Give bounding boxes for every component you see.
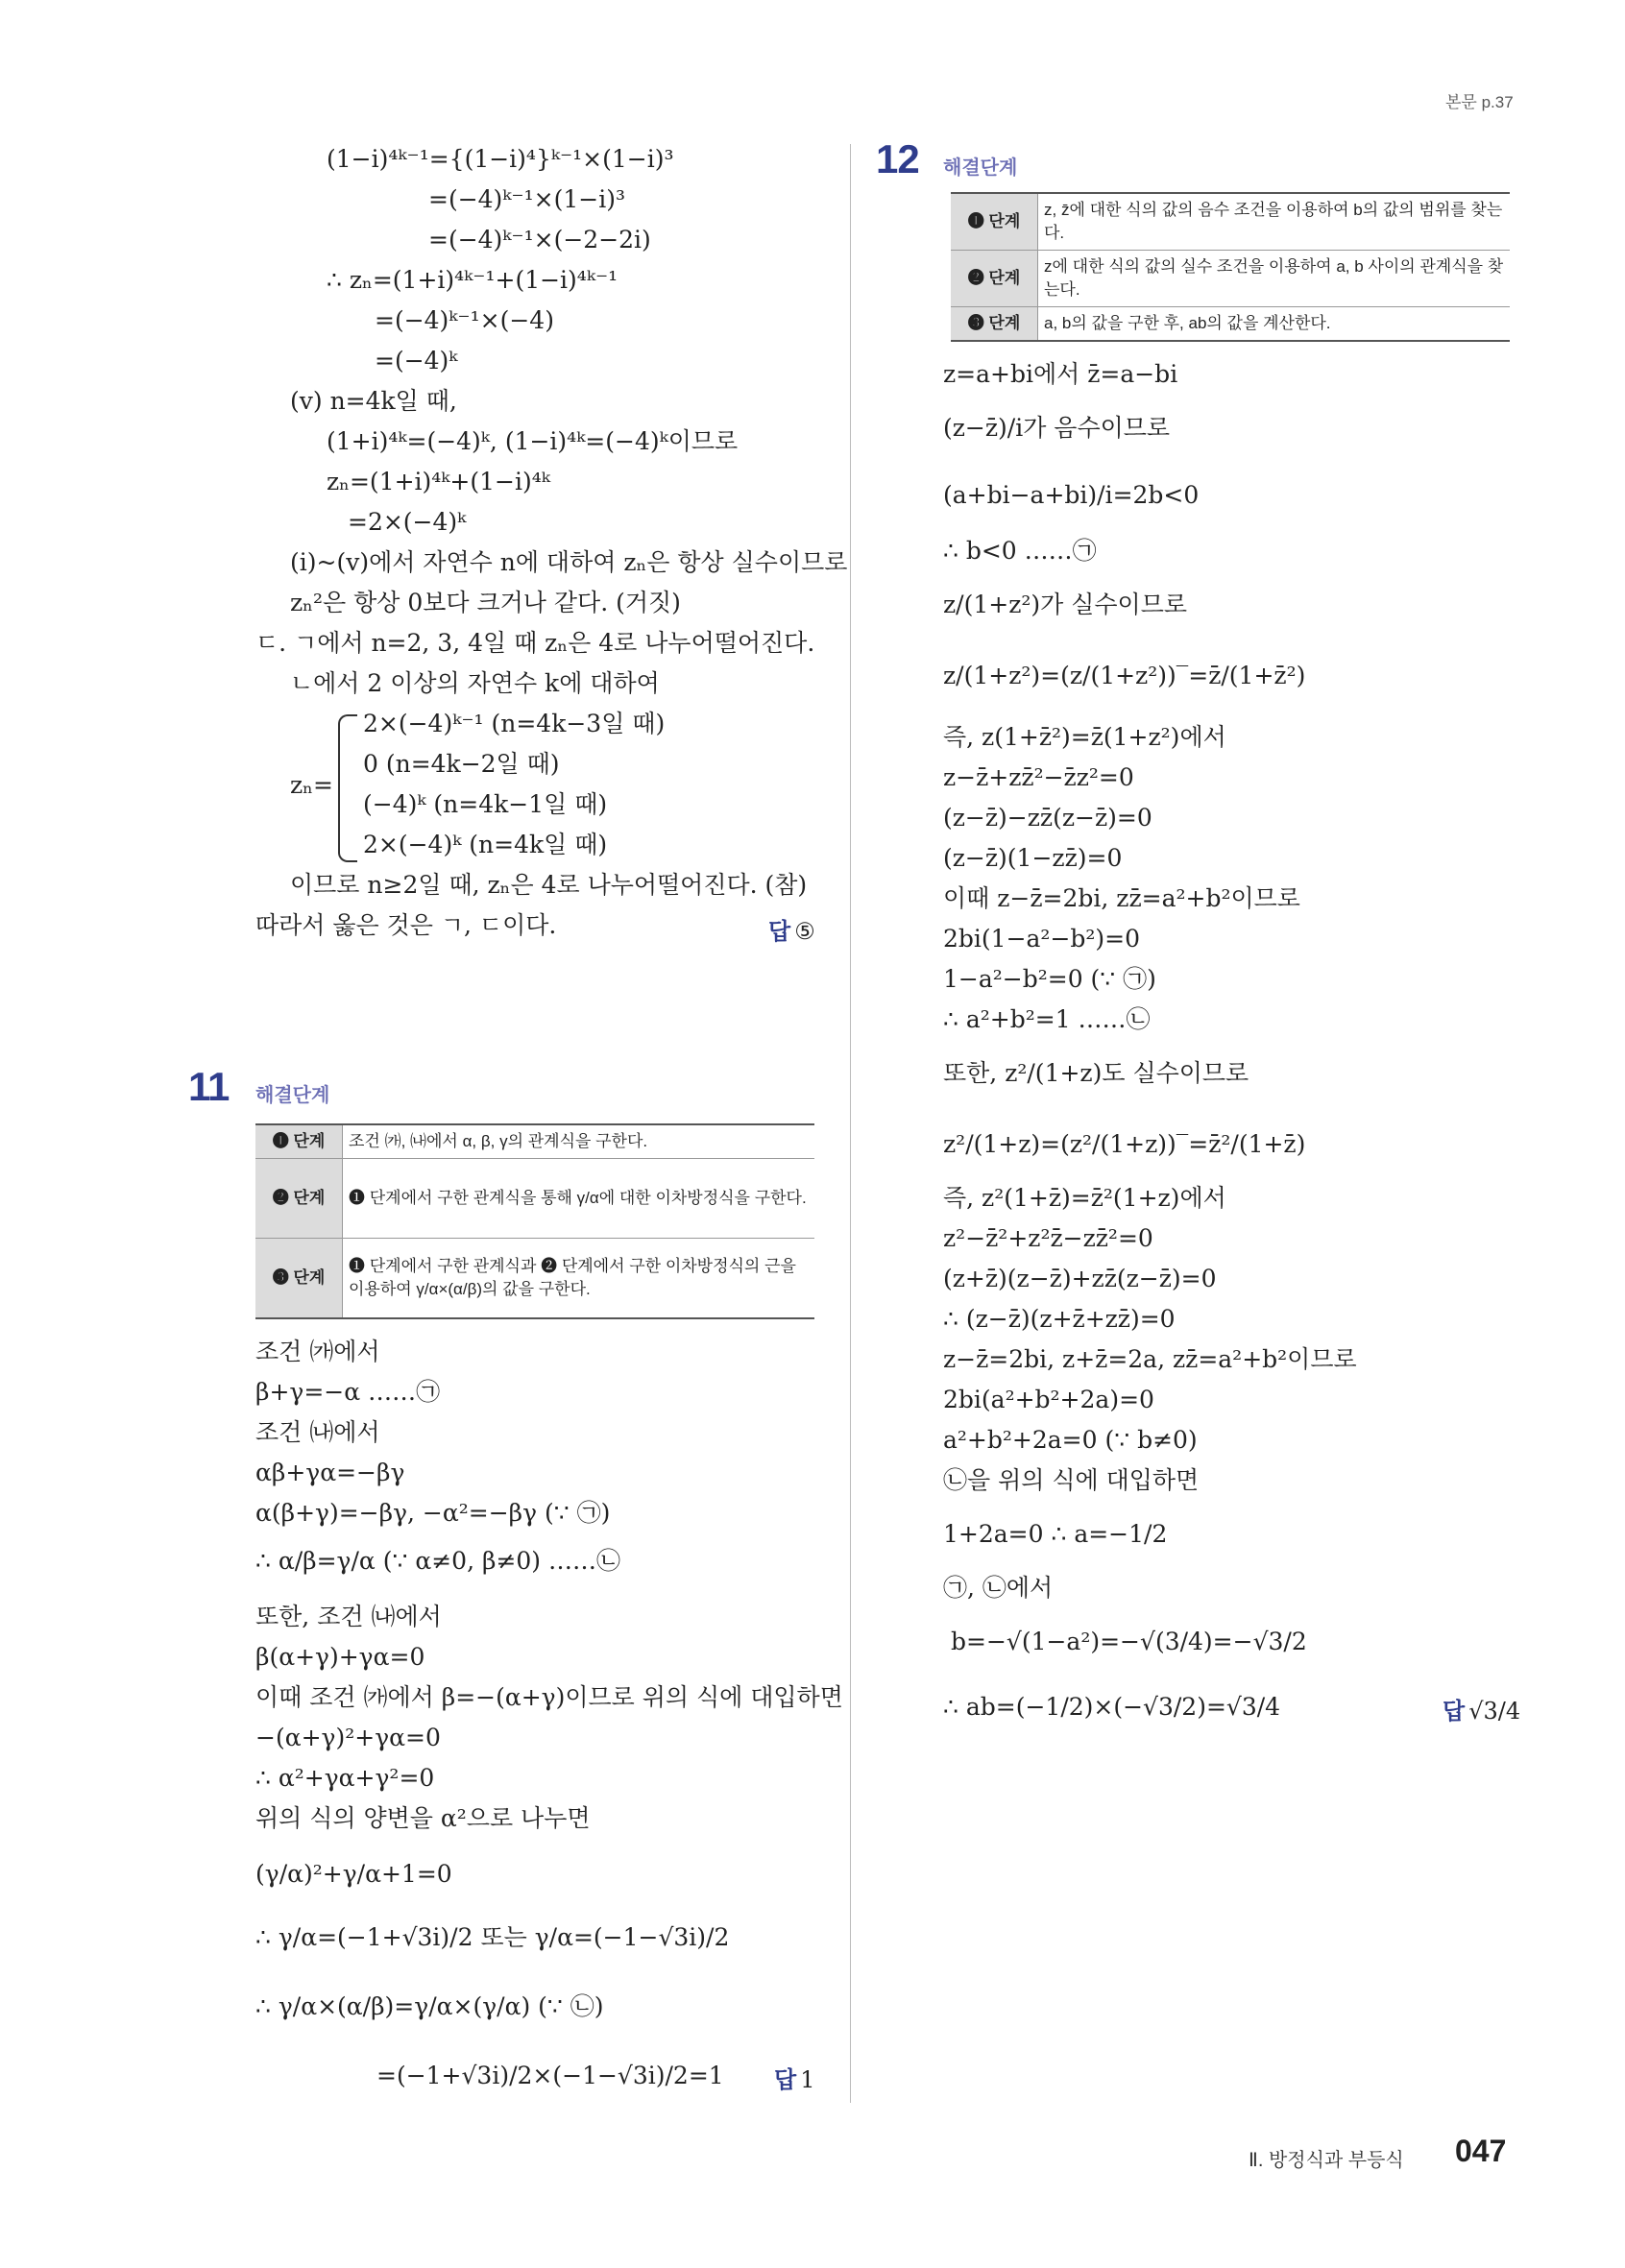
q12-line: 즉, z²(1+z̄)=z̄²(1+z)에서 bbox=[943, 1184, 1226, 1212]
step-row bbox=[255, 1159, 814, 1239]
q12-line: z²/(1+z)=(z²/(1+z))‾=z̄²/(1+z̄) bbox=[943, 1130, 1306, 1158]
q12-line: 즉, z(1+z̄²)=z̄(1+z²)에서 bbox=[943, 723, 1226, 751]
q10-case-line: (−4)ᵏ (n=4k−1일 때) bbox=[363, 790, 608, 818]
q11-line: 위의 식의 양변을 α²으로 나누면 bbox=[255, 1804, 591, 1832]
q10-answer bbox=[768, 912, 815, 946]
q12-line: ∴ b<0 ……㉠ bbox=[943, 537, 1097, 565]
q10-line: 따라서 옳은 것은 ㄱ, ㄷ이다. bbox=[255, 911, 557, 939]
q10-case-line: 2×(−4)ᵏ⁻¹ (n=4k−3일 때) bbox=[363, 710, 666, 737]
q12-line: (z+z̄)(z−z̄)+zz̄(z−z̄)=0 bbox=[943, 1265, 1217, 1292]
q11-line: ∴ α²+γα+γ²=0 bbox=[255, 1764, 435, 1792]
step-label: ❷ 단계 bbox=[951, 251, 1038, 307]
answer-value: 1 bbox=[800, 2066, 815, 2093]
step-text: 조건 ㈎, ㈏에서 α, β, γ의 관계식을 구한다. bbox=[343, 1124, 815, 1159]
q11-line: 또한, 조건 ㈏에서 bbox=[255, 1603, 442, 1630]
q10-line: =(−4)ᵏ bbox=[375, 347, 458, 374]
q12-line: ㉡을 위의 식에 대입하면 bbox=[943, 1466, 1200, 1494]
q10-line: 이므로 n≥2일 때, zₙ은 4로 나누어떨어진다. (참) bbox=[290, 871, 808, 899]
q12-line: z/(1+z²)가 실수이므로 bbox=[943, 591, 1187, 618]
q11-line: (γ/α)²+γ/α+1=0 bbox=[255, 1860, 452, 1888]
step-label: ❸ 단계 bbox=[255, 1239, 343, 1319]
q11-line: ∴ γ/α×(α/β)=γ/α×(γ/α) (∵ ㉡) bbox=[255, 1992, 604, 2020]
page-reference: 본문 p.37 bbox=[1445, 93, 1514, 111]
q12-heading: 해결단계 bbox=[943, 157, 1018, 179]
q12-line: z/(1+z²)=(z/(1+z²))‾=z̄/(1+z̄²) bbox=[943, 662, 1306, 689]
step-text: ❶ 단계에서 구한 관계식과 ❷ 단계에서 구한 이차방정식의 근을 이용하여 γ/α×(α/β)의 값을 구한다. bbox=[343, 1239, 815, 1319]
answer-label: 답 bbox=[768, 919, 791, 945]
step-label: ❶ 단계 bbox=[951, 193, 1038, 251]
q12-line: (z−z̄)/i가 음수이므로 bbox=[943, 414, 1171, 442]
answer-label: 답 bbox=[774, 2067, 797, 2093]
q10-line: =(−4)ᵏ⁻¹×(−2−2i) bbox=[428, 226, 651, 253]
q12-line: a²+b²+2a=0 (∵ b≠0) bbox=[943, 1426, 1198, 1454]
q11-line: 조건 ㈎에서 bbox=[255, 1338, 380, 1365]
q12-line: z−z̄+zz̄²−z̄z²=0 bbox=[943, 763, 1134, 791]
q12-line: z²−z̄²+z²z̄−zz̄²=0 bbox=[943, 1224, 1153, 1252]
q12-line: 1+2a=0 ∴ a=−1/2 bbox=[943, 1520, 1168, 1548]
q11-answer bbox=[774, 2061, 814, 2094]
q11-line: =(−1+√3i)/2×(−1−√3i)/2=1 bbox=[376, 2062, 724, 2089]
q11-line: 이때 조건 ㈎에서 β=−(α+γ)이므로 위의 식에 대입하면 bbox=[255, 1683, 843, 1711]
q11-heading: 해결단계 bbox=[255, 1085, 330, 1106]
q12-answer bbox=[1443, 1692, 1520, 1725]
q10-line: =(−4)ᵏ⁻¹×(−4) bbox=[375, 306, 554, 334]
q12-line: 또한, z²/(1+z)도 실수이므로 bbox=[943, 1059, 1249, 1087]
step-row bbox=[255, 1239, 814, 1319]
answer-label: 답 bbox=[1443, 1699, 1466, 1725]
q11-line: β(α+γ)+γα=0 bbox=[255, 1643, 425, 1671]
q12-line: b=−√(1−a²)=−√(3/4)=−√3/2 bbox=[951, 1628, 1307, 1655]
answer-value: ⑤ bbox=[794, 918, 815, 945]
q11-line: −(α+γ)²+γα=0 bbox=[255, 1724, 441, 1751]
chapter-title: Ⅱ. 방정식과 부등식 bbox=[1249, 2150, 1404, 2171]
step-label: ❸ 단계 bbox=[951, 307, 1038, 342]
step-row bbox=[255, 1124, 814, 1159]
q11-steps-table bbox=[255, 1123, 814, 1319]
q10-line: =(−4)ᵏ⁻¹×(1−i)³ bbox=[428, 185, 625, 213]
q10-line: ㄷ. ㄱ에서 n=2, 3, 4일 때 zₙ은 4로 나누어떨어진다. bbox=[255, 629, 815, 657]
q10-line: =2×(−4)ᵏ bbox=[348, 508, 467, 536]
cases-brace bbox=[338, 714, 357, 862]
q11-line: β+γ=−α ……㉠ bbox=[255, 1378, 441, 1406]
step-row bbox=[951, 193, 1510, 251]
step-text: z, z̄에 대한 식의 값의 음수 조건을 이용하여 b의 값의 범위를 찾는다. bbox=[1038, 193, 1511, 251]
step-label: ❷ 단계 bbox=[255, 1159, 343, 1239]
q10-case-line: 0 (n=4k−2일 때) bbox=[363, 750, 560, 778]
q12-line: z=a+bi에서 z̄=a−bi bbox=[943, 360, 1178, 388]
q11-line: 조건 ㈏에서 bbox=[255, 1418, 380, 1446]
q10-case-line: 2×(−4)ᵏ (n=4k일 때) bbox=[363, 831, 608, 858]
q10-line: zₙ=(1+i)⁴ᵏ+(1−i)⁴ᵏ bbox=[327, 468, 550, 495]
q10-line: (v) n=4k일 때, bbox=[290, 387, 457, 415]
q12-line: ㉠, ㉡에서 bbox=[943, 1574, 1054, 1602]
q12-line: (z−z̄)−zz̄(z−z̄)=0 bbox=[943, 804, 1152, 832]
answer-value: √3/4 bbox=[1468, 1698, 1521, 1725]
q12-line: ∴ (z−z̄)(z+z̄+zz̄)=0 bbox=[943, 1305, 1176, 1333]
step-label: ❶ 단계 bbox=[255, 1124, 343, 1159]
q10-line: (1+i)⁴ᵏ=(−4)ᵏ, (1−i)⁴ᵏ=(−4)ᵏ이므로 bbox=[327, 427, 739, 455]
q12-line: ∴ ab=(−1/2)×(−√3/2)=√3/4 bbox=[943, 1693, 1281, 1721]
q12-line: 2bi(a²+b²+2a)=0 bbox=[943, 1386, 1154, 1413]
step-text: a, b의 값을 구한 후, ab의 값을 계산한다. bbox=[1038, 307, 1511, 342]
q10-line: ∴ zₙ=(1+i)⁴ᵏ⁻¹+(1−i)⁴ᵏ⁻¹ bbox=[327, 266, 618, 294]
q10-case-label: zₙ= bbox=[290, 771, 333, 799]
column-divider bbox=[850, 144, 851, 2103]
page-number: 047 bbox=[1455, 2134, 1507, 2168]
step-text: z에 대한 식의 값의 실수 조건을 이용하여 a, b 사이의 관계식을 찾는다. bbox=[1038, 251, 1511, 307]
q12-line: 1−a²−b²=0 (∵ ㉠) bbox=[943, 965, 1156, 993]
q12-line: 2bi(1−a²−b²)=0 bbox=[943, 925, 1141, 953]
q10-line: zₙ²은 항상 0보다 크거나 같다. (거짓) bbox=[290, 589, 681, 616]
q12-line: z−z̄=2bi, z+z̄=2a, zz̄=a²+b²이므로 bbox=[943, 1345, 1357, 1373]
q10-line: ㄴ에서 2 이상의 자연수 k에 대하여 bbox=[290, 669, 660, 697]
step-row bbox=[951, 251, 1510, 307]
q11-line: ∴ γ/α=(−1+√3i)/2 또는 γ/α=(−1−√3i)/2 bbox=[255, 1923, 730, 1951]
step-text: ❶ 단계에서 구한 관계식을 통해 γ/α에 대한 이차방정식을 구한다. bbox=[343, 1159, 815, 1239]
q11-line: ∴ α/β=γ/α (∵ α≠0, β≠0) ……㉡ bbox=[255, 1547, 620, 1575]
q12-steps-table bbox=[951, 192, 1510, 342]
q11-number: 11 bbox=[188, 1064, 230, 1109]
step-row bbox=[951, 307, 1510, 342]
q12-line: 이때 z−z̄=2bi, zz̄=a²+b²이므로 bbox=[943, 884, 1300, 912]
q10-line: (1−i)⁴ᵏ⁻¹={(1−i)⁴}ᵏ⁻¹×(1−i)³ bbox=[327, 145, 674, 173]
q12-line: (z−z̄)(1−zz̄)=0 bbox=[943, 844, 1123, 872]
q12-line: ∴ a²+b²=1 ……㉡ bbox=[943, 1005, 1151, 1033]
q11-line: α(β+γ)=−βγ, −α²=−βγ (∵ ㉠) bbox=[255, 1499, 611, 1527]
q10-line: (i)~(v)에서 자연수 n에 대하여 zₙ은 항상 실수이므로 bbox=[290, 548, 848, 576]
q12-number: 12 bbox=[876, 136, 919, 181]
q11-line: αβ+γα=−βγ bbox=[255, 1459, 405, 1486]
q12-line: (a+bi−a+bi)/i=2b<0 bbox=[943, 481, 1200, 509]
